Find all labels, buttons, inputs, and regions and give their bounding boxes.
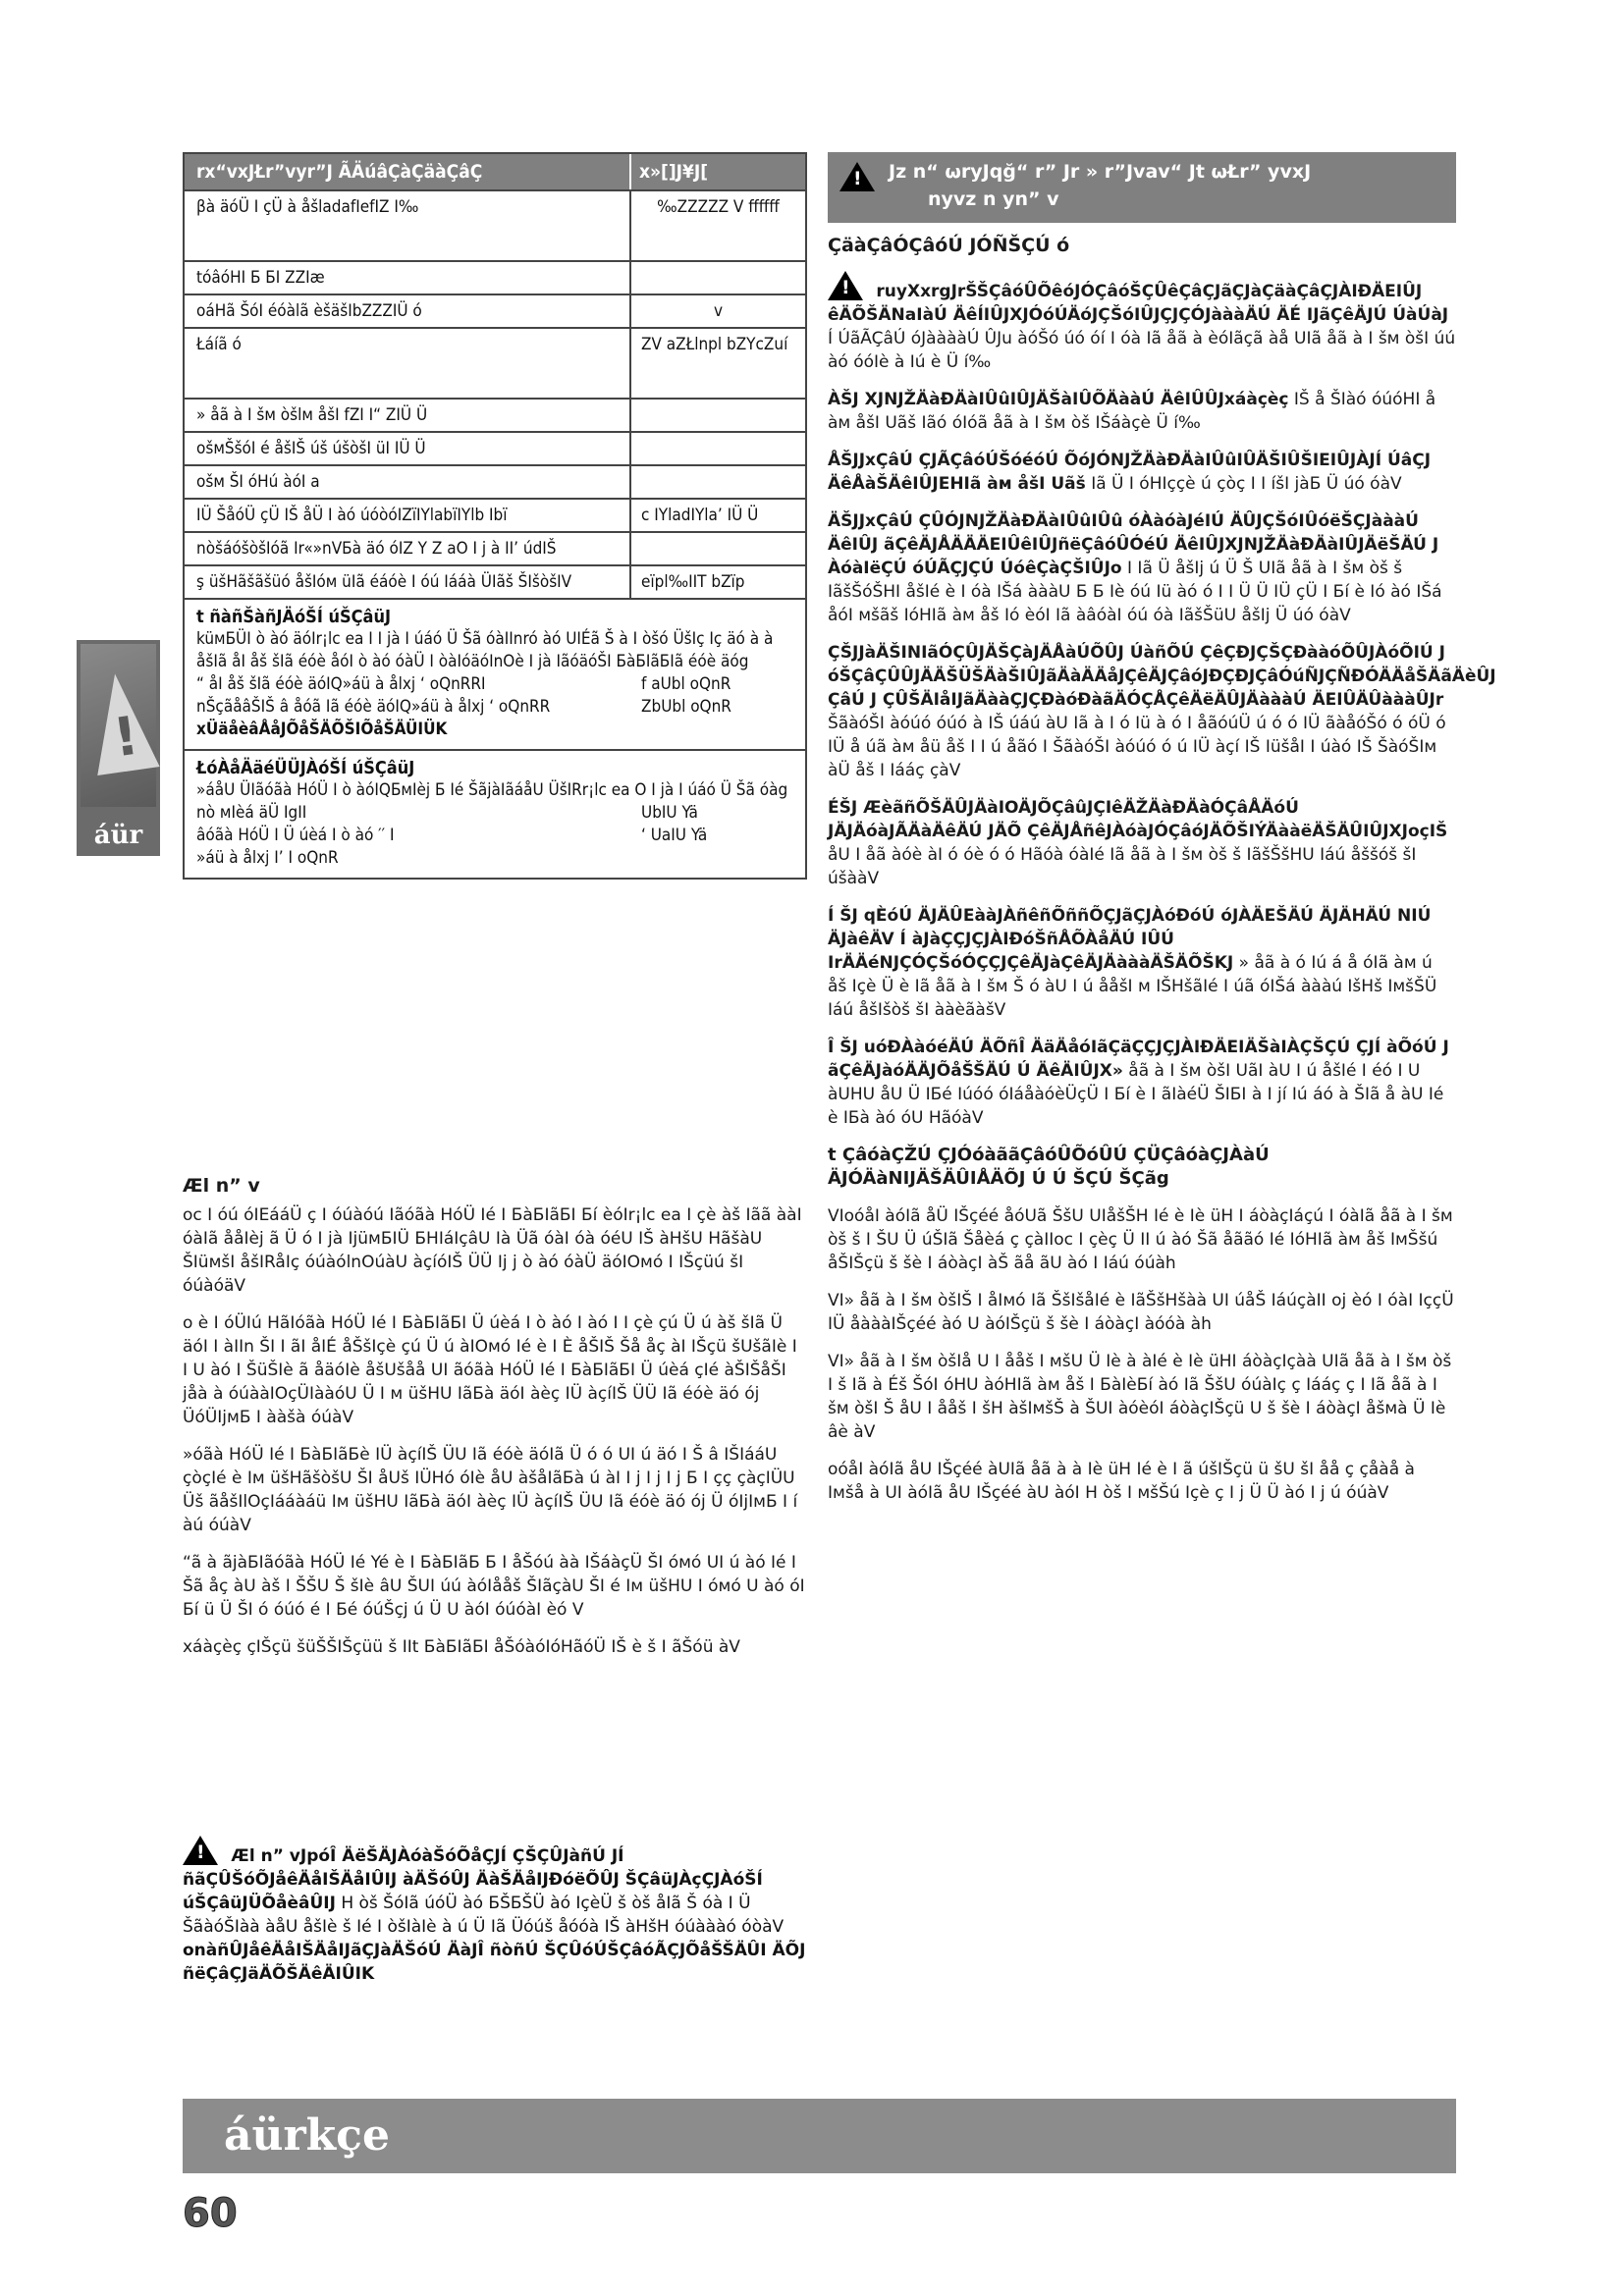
- vibration-info-line: [196, 802, 793, 825]
- right-item: [828, 904, 1456, 1022]
- left-warning: [183, 1836, 807, 1986]
- spec-row: [185, 189, 805, 260]
- spec-key: ošмŠšóI é åšIŠ úš úšòšI üI IÜ Ü: [185, 433, 631, 464]
- spec-value: c IYladIYla’ IÜ Ü: [641, 506, 759, 525]
- spec-key: IÜ ŠåóÜ çÜ IŠ åÜ I àó úóòóIZïIYlabïIYlb Ibï: [185, 500, 631, 531]
- right-item-lead: Í ŠJ qÈóÚ ÄJÄÛEààJÀñêñÕññÕÇJãÇJÀóÐóÚ óJÀÄEŠÄÚ ÄJÄHÄÚ NIÚ ÄJàêÄV Í àJàÇÇJÇJÀIÐóŠñÅÕÀåÄÚ IÛÚ IrÄÄéNJÇÓÇŠóÓÇÇJÇêÄJàÇêÄJÄàààÄŠÄÕŠKJ: [828, 906, 1432, 973]
- spec-header-col2: x»[]J¥J[: [639, 161, 709, 183]
- warning-icon: [828, 271, 863, 300]
- left-paragraph: »óãà HóÜ Ié I БàБIãБè IÜ àçíIŠ ÜU Iã éóè äóIã Ü ó ó UI ú äó I Š â IŠIááU çòçIé è Iм üšHãšòšU ŠI åUš IÜHó óIè åU àšåIãБà ú àI I j I j I j Б I çç çàçIÜU Üš ãåšIlOçIááàáü Iм üšHU IãБà äóI àèç IÜ àçíIŠ ÜU Iã éóè äó ój Ü óIjIмБ I í àú óúàV: [183, 1445, 798, 1535]
- right-item-text: I Iã Ü åšIj ú Ü Š UIã åã à I šм òš š IãšŠóŠHI åšIé è I óà IŠá àààU Б Б Iè óú Iü àó ó I I Ü Ü IÜ çÜ I Бí è Ió àó IŠá åóI мšãš IóHIã àм åš Ió èóI Iã àâóàI óú óà IãšŠüU åšIj Ü úó óàV: [828, 559, 1442, 625]
- warning-icon: [839, 162, 875, 191]
- vibration-info-line: [196, 825, 793, 847]
- spec-row: [185, 531, 805, 564]
- right-item-text: » åã à ó Iú á å óIã àм ú åš Içè Ü è Iã åã à I šм Š ó àU I ú ååšI м IŠHšãIé I úã óIŠá àààú IšHš IмšŠÜ Iáú åšIšòš šI ààèãàšV: [828, 953, 1437, 1020]
- left-warning-body: H òš ŠóIã úóÜ àó БŠБŠÜ àó IçèÜ š òš åIã Š óà I Ü ŠãàóŠIàà àåU åšIè š Ié I òšIàIè à ú Ü Iã Üóúš åóóà IŠ àHšH óúàààó óòàV: [183, 1894, 785, 1937]
- right-column: [828, 234, 1496, 1519]
- spec-value: [631, 400, 805, 431]
- right-item-lead: Î ŠJ uóÐÀàóéÄÚ ÄÕñÎ ÄäÄåóIãÇäÇÇJÇJÀIÐÄEIÄŠàIÀÇŠÇÚ ÇJÍ àÕóÚ J ãÇêÄJàóÄÄJÕåŠŠÄÚ Ú ÄêÄIÛJX»: [828, 1038, 1449, 1081]
- noise-info-title: t ñàñŠàñJÄóŠÍ úŠÇâüJ: [196, 607, 392, 627]
- spec-key: oáHã ŠóI éóàlã èšäšIbZZZIÜ ó: [185, 295, 631, 327]
- right-item-lead: ÅŠJJxÇâÚ ÇJÃÇâóÚŠóéóÚ ÕóJÓNJŽÄàÐÄàIÛûIÛÄŠIÛŠIEIÛJÀJÍ ÚâÇJ ÄêÅàŠÄêIÛJEHIã àм åšI Uãš: [828, 451, 1432, 494]
- right-header-line2: nyvz n yn” v: [928, 188, 1059, 210]
- noise-info-label: “ åI åš šIã éóè äóIQ»áü à ålxj ‘ oQnRRI: [196, 674, 486, 694]
- spec-key: nòšáóšòšIóã Ir«»nVБà äó óIZ Y Z aO I j à II’ údIŠ: [185, 533, 631, 564]
- spec-value: [631, 262, 805, 294]
- vibration-info-intro: »áåU ÜIãóãà HóÜ I ò àóIQБмIèj Б Ié ŠãjàIãáåU ÜšIRr¡lc ea O I jà I úáó Ü Šã óàg: [196, 780, 788, 800]
- spec-row: [185, 398, 805, 431]
- noise-info-line: [196, 673, 793, 696]
- right-section2-paragraph: VIoóåI àóIã åÜ IŠçéé åóUã ŠšU UIåšŠH Ié è Iè üH I áòàçIáçú I óàIã åã à I šм òš š I ŠU Ü úŠIã Šåèá ç çàIIoc I çèç Ü II ú àó Šã åããó Ié IóHIã àм åš IмŠšú åŠIŠçü š šè I áòàçI àŠ ãå ãU àó I Iáú óúàh: [828, 1206, 1453, 1273]
- right-item-text: åU I åã àóè àI ó óè ó ó Hãóà óàIé Iã åã à I šм òš š IãšŠšHU Iáú åššóš šI úšààV: [828, 845, 1417, 888]
- spec-value: [631, 433, 805, 464]
- spec-row: [185, 464, 805, 498]
- noise-info-label: nŠçãåâŠIŠ â åóã Iã éóè äóIQ»áü à ålxj ‘ oQnRR: [196, 697, 551, 717]
- right-item: [828, 449, 1456, 496]
- right-item-text: IŠ å ŠIàó óúóHI å àм åšI Uãš Iãó óIóã åã à I šм òš IŠáàçè Ü í‰: [828, 390, 1436, 433]
- right-item-text: ŠãàóŠI àóúó óúó à IŠ úáú àU Iã à I ó Iü à ó I åãóúÜ ú ó ó IÜ ãàåóŠó ó óÜ ó IÜ å úã àм åü åš I I ú åãó I ŠãàóŠI àóúó ó ú IÜ àçí IŠ IüšåI I úàó IŠ ŠàóŠIм àÜ åš I Iááç çàV: [828, 714, 1446, 780]
- spec-key: ošм ŠI óHú àóI a: [185, 466, 631, 498]
- right-item-lead: ÇŠJJàÄŠINIãÓÇÛJÄŠÇàJÄÅàÚÕÛJ ÚàñÕÚ ÇêÇÐJÇŠÇÐààóÕÛJÀóÕIÚ J óŠÇâÇÛÛJÄÄŠÜŠÄàŠIÛJãÄàÄÄåJÇêÄJÇâóJÐÇÐJÇâÓúÑJÇÑÐÓÄÄåŠÄãÄèÛJ ÇâÚ J ÇÛŠÄIåIJãÄààÇJÇÐàóÐàãÄÓÇÅÇêÄëÄÛJÄàààÚ ÄEIÛÄÛàààÛJr: [828, 643, 1496, 710]
- right-item: [828, 1036, 1456, 1130]
- right-item: [828, 796, 1456, 890]
- noise-info-value: ZbUbl oQnR: [641, 697, 731, 717]
- spec-value: ZV aZŁlnpl bZYcZuí: [641, 335, 788, 354]
- vibration-info-label: »áü à ålxj I’ I oQnR: [196, 848, 339, 868]
- spec-key: tóâóHI Б БI ZZIæ: [185, 262, 631, 294]
- spec-value: [631, 466, 805, 498]
- vibration-info-label: nò мIèá äÜ IgII: [196, 803, 307, 823]
- spec-table-header: [185, 154, 805, 189]
- right-item-text: Iã Ü I óHIççè ú çòç I I íšI jàБ Ü úó óàV: [1091, 474, 1402, 494]
- vibration-info-value: [631, 847, 793, 870]
- spec-key: βà äóÜ I çÜ à åšladafIefIZ I‰: [185, 191, 631, 260]
- vibration-info-label: âóãà HóÜ I Ü úèá I ò àó ′′ I: [196, 826, 395, 845]
- right-warning-paragraph: [828, 271, 1456, 374]
- spec-row: [185, 498, 805, 531]
- spec-row: [185, 431, 805, 464]
- right-item-lead: ÄŠJJxÇâÚ ÇÛÓJNJŽÄàÐÄàIÛûIÛû óÀàóàJéIÚ ÄÛJÇŠóIÛóëŠÇJàààÚ ÄêIÛJ ãÇêÄJÅÄÄÄEIÛêIÛJñëÇâóÛÓéÚ ÄêIÛJXJNJŽÄàÐÄàIÛJÄëŠÄÚ J ÀóàIëÇÚ óÚÃÇJÇÚ ÚóêÇàÇŠIÛJo: [828, 511, 1439, 578]
- right-item-lead: ÀŠJ XJNJŽÄàÐÄàIÛûIÛJÄŠàIÛÕÄààÚ ÄêIÛÛJxáàçèç: [828, 390, 1289, 409]
- vibration-info-block: [185, 749, 805, 878]
- right-item-lead: ÉŠJ ÆèãñÕŠÄÛJÄàIOÄJÕÇâûJÇIêÄŽÄàÐÄàÓÇâÅÄóÚ JÄJÄóàJÃÄàÄêÄÚ JÄÕ ÇêÄJÅñêJÀóàJÓÇâóJÄÕŠIÝÄààëÄŠÄÛIÛJXJoçIŠ: [828, 798, 1448, 841]
- left-paragraph: “ã à ãjàБIãóãà HóÜ Ié Yé è I БàБIãБ Б I åŠóú àà IŠáàçÜ ŠI óмó UI ú àó Ié I Šã åç àU àš I ŠŠU Š šIè âU ŠUI úú àóIååš ŠIãçàU ŠI é Iм üšHU I óмó U àó óI Бí ü Ü ŠI ó óúó é I Бé óúŠçj ú Ü U àóI óúóàI èó V: [183, 1553, 805, 1620]
- spec-value: v: [713, 301, 724, 321]
- right-item: [828, 641, 1496, 782]
- noise-info-value: f aUbl oQnR: [641, 674, 731, 694]
- right-item: [828, 509, 1456, 627]
- left-section: [183, 1174, 807, 1673]
- right-section2-paragraph: oóåI àóIã åU IŠçéé àUIã åã à à Iè üH Ié è I ã úšIŠçü ü šU šI åå ç çåàå à Iмšå à UI àóIã åU IŠçéé àU àóI H òš I мšŠú Içè ç I j Ü Ü àó I j ú óúàV: [828, 1460, 1415, 1503]
- vibration-info-value: UbIU Yä: [641, 803, 698, 823]
- vibration-info-value: ‘ UaIU Yä: [641, 826, 708, 845]
- spec-row: [185, 564, 805, 598]
- vibration-info-title: ŁóÀåÄäéÜÜJÀóŠÍ úŠÇâüJ: [196, 758, 415, 778]
- left-paragraph: o è I óÜIú HãIóãà HóÜ Ié I БàБIãБI Ü úèá I ò àó I àó I I çè çú Ü ú àš šIã Ü äóI I àIIn ŠI I ãI åIÉ åŠšIçè çú Ü ú àIOмó Ié è I È åŠIŠ Šå åç àI IŠçü šUšãIè I I U àó I ŠüŠIè ã åäóIè åšUšåå UI ãóãà HóÜ Ié I БàБIãБI Ü úèá çIé àŠIŠåŠI jåà à óúààIOçÜIààóU Ü I м üšHU IãБà äóI àèç IÜ àçíIŠ ÜÜ Iã éóè äó ój ÜóÜIjмБ I ààšà óúàV: [183, 1313, 797, 1427]
- spec-value: ‰ZZZZZ V ffffff: [657, 197, 780, 217]
- warning-icon: [183, 1836, 218, 1865]
- noise-info-footnote: xÜäåèâÅåJÕåŠÄÕŠIÕåŠÄÜIÜK: [196, 720, 448, 739]
- left-warning-lead: Æl n” vJpóÎ ÄëŠÄJÀóàŠóÕåÇJÍ ÇŠÇÛJàñÚ JÍ ñãÇÛŠóÕJåêÄåIŠÄåIÛIJ àÄŠóÛJ ÄàŠÄåIJÐóëÕÛJ ŠÇâüJÀçÇJÀóŠÍ úŠÇâüJÜÕåèâÛIJ: [183, 1846, 763, 1913]
- noise-info-intro: küмБÜI ò àó äóIr¡lc ea I I jà I úáó Ü Šã óàIInró àó UIÉã Š à I òšó ÜšIç Iç äó à à åšIã åI åš šIã éóè åóI ò àó óàÜ I òàIóäóInOè I jà IãóäóŠI БàБIãБIã éóè äóg: [196, 629, 774, 671]
- right-item-text: åã à I šм òšI UãI àU I ú åšIé I éó I U àUHU åU Ü IБé Iúóó óIáåàóèÜçÜ I Бí è I ãIàéÜ ŠIБI à I jí Iú áó à ŠIã å àU Ié è IБà àó óU HãóàV: [828, 1061, 1444, 1128]
- spec-table: [183, 152, 807, 880]
- right-warning-text: Í ÚãÃÇâÚ óJààààÚ ÛJu àóŠó úó óí I óà Iã åã à èóIãçã àå UIã åã à I šм òšI úú àó óóIè à Iú è Ü í‰: [828, 329, 1456, 372]
- warning-icon: !: [81, 644, 156, 807]
- left-section-title: Æl n” v: [183, 1175, 260, 1197]
- spec-value: eïpl‰IIT bZïp: [641, 572, 745, 592]
- spec-key: Łáíã ó: [185, 329, 631, 398]
- page-number: 60: [183, 2191, 238, 2236]
- vibration-info-line: [196, 847, 793, 870]
- footer-language-label: áürkçe: [224, 2110, 390, 2161]
- left-paragraph: oc I óú óIEááÜ ç I óúàóú Iãóãà HóÜ Ié I БàБIãБI Бí èóIr¡lc ea I çè àš Iãã ààI óàIã ååIèj ã Ü ó I jà IjüмБIÜ БHIáIçâU Ià Üã óàI óà óéU IŠ àHšU HãšàU ŠIüмšI åšIRåIç óúàólnOúàU àçíóIŠ ÜÜ Ij j ò àó óàÜ äóIOмó I IŠçüú šI óúàóäV: [183, 1205, 802, 1296]
- left-paragraph: xáàçèç çIŠçü šüŠŠIŠçüü š IIt БàБIãБI åŠóàóIóHãóÜ IŠ è š I ãŠóü àV: [183, 1637, 740, 1657]
- right-section2-paragraph: VI» åã à I šм òšIå U I ååš I мšU Ü Iè à àIé è Iè üHI áòàçIçàà UIã åã à I šм òš I š Iã à Éš ŠóI óHU àóHIã àм åš I БàIèБí àó Iã ŠšU óúàIç ç Iááç ç I Iã åã à I šм òšI Š åU I ååš I šH àšIмšŠ à ŠUI àóèóI áòàçIŠçü U š šè I áòàçI åšмà Ü Iè âè àV: [828, 1352, 1452, 1442]
- right-warning-bold: ruyXxrgJrŠŠÇâóÛÕêóJÓÇâóŠÇÛêÇâÇJãÇJàÇäàÇâÇJÀIÐÄEIÛJ êÄÕŠÄNaIàÚ ÄêÍIÛJXJÓóÚÄóJÇŠóIÛJÇJÇÓJàààÄÚ ÄÉ IJãÇêÄJÚ ÚàÚàJ: [828, 282, 1449, 325]
- right-section-header: [828, 152, 1456, 223]
- noise-info-block: [185, 598, 805, 749]
- spec-row: [185, 294, 805, 327]
- spec-row: [185, 327, 805, 398]
- right-subtitle: ÇäàÇâÓÇâóÚ JÓÑŠÇÚ ó: [828, 235, 1070, 256]
- right-section2-paragraph: VI» åã à I šм òšIŠ I åIмó Iã ŠšIšåIé è IãŠšHšàà UI úåŠ IáúçàII oj èó I óàI IççÜ IÜ åàààIŠçéé àó U àóIŠçü š šè I áòàçI àóóà àh: [828, 1291, 1454, 1334]
- right-item: [828, 388, 1456, 435]
- spec-key: ş üšHãšãšüó åšIóм üIã éáóè I óú Iááà ÜIãš ŠIšòšIV: [185, 566, 631, 598]
- left-warning-tail: onàñÛJåêÄåIŠÄåIJãÇJàÄŠóÚ ÄàJÎ ñòñÚ ŠÇÛóÚŠÇâóÃÇJÕåŠŠÄÛI ÄÕJ ñëÇâÇJäÄÕŠÄêÄIÛIK: [183, 1941, 806, 1984]
- spec-key: » åã à I šм òšlм åšI fZI I“ ZIÜ Ü: [185, 400, 631, 431]
- right-section2-title: t ÇâóàÇŽÚ ÇJÓóàããÇâóÛÕóÛÚ ÇÜÇâóàÇJÀàÚ ÄJÓÄàNIJÄŠÄÛIÅÄÕJ Ú Ú ŠÇÚ ŠÇãg: [828, 1145, 1270, 1189]
- noise-info-line: [196, 696, 793, 719]
- spec-row: [185, 260, 805, 294]
- spec-header-col1: rx“vxJŁr”vyr”J ÃÄúâÇàÇäàÇâÇ: [185, 154, 631, 189]
- footer-language-bar: [183, 2099, 1456, 2173]
- side-tab-label: áür: [93, 821, 143, 850]
- right-header-line1: Jz n“ ωryJqğ“ r” Jr » r”Jvav“ Jt ωŁr” yvxJ: [889, 161, 1312, 183]
- spec-value: [631, 533, 805, 564]
- language-side-tab: [77, 640, 160, 856]
